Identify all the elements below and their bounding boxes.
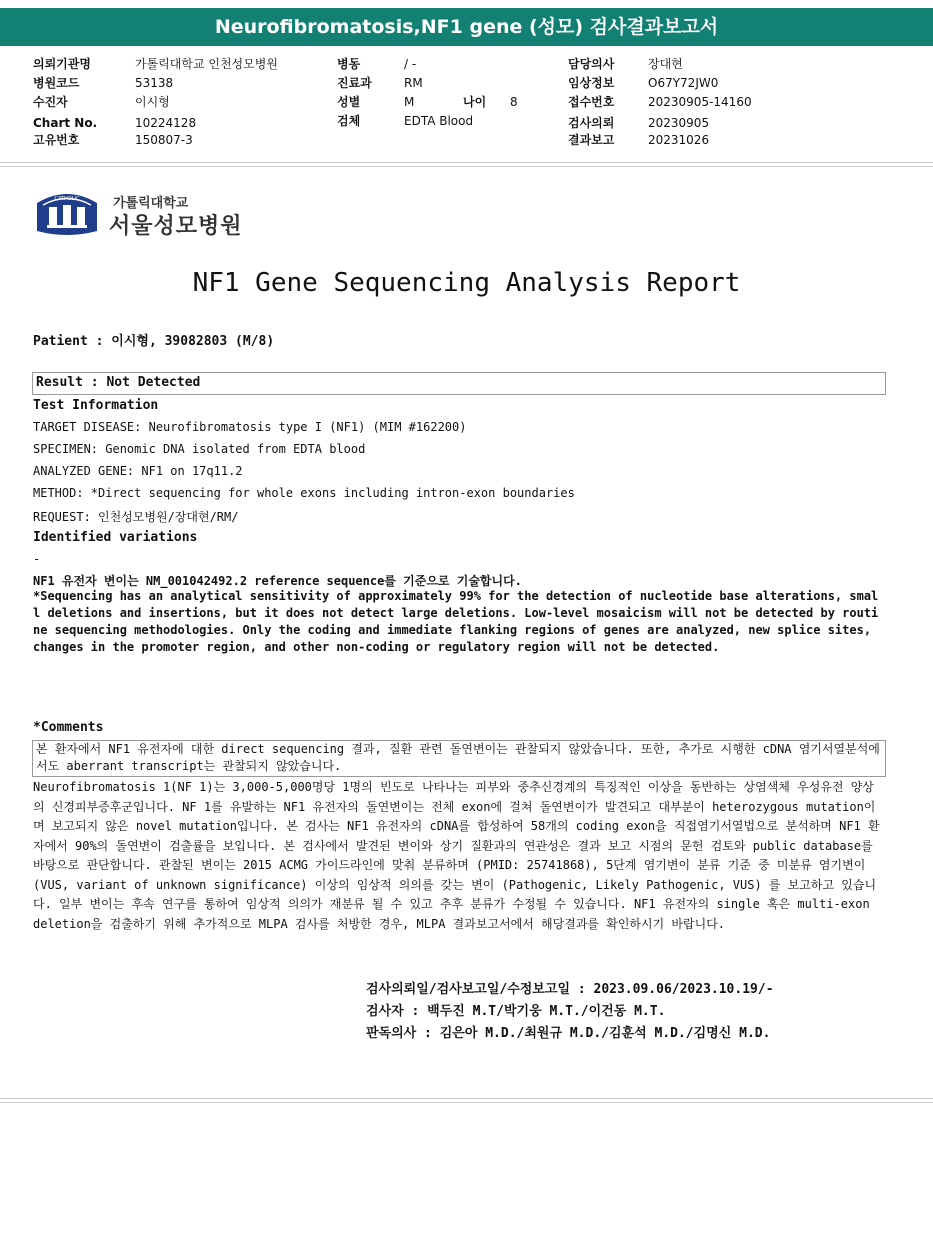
identified-variations-heading: Identified variations bbox=[33, 530, 198, 545]
meta-label-department: 진료과 bbox=[337, 76, 372, 90]
meta-value-sex: M bbox=[404, 95, 415, 109]
comment-box-text: 본 환자에서 NF1 유전자에 대한 direct sequencing 결과, 질환 관련 돌연변이는 관찰되지 않았습니다. 또한, 추가로 시행한 cDNA 염기서열분석에서도 aberrant transcript는 관찰되지 않았습니다. bbox=[36, 742, 880, 773]
meta-label-ward: 병동 bbox=[337, 57, 361, 71]
meta-value-doctor: 장대현 bbox=[648, 57, 683, 71]
meta-label-clinical-info: 임상정보 bbox=[568, 76, 615, 90]
meta-value-report-date: 20231026 bbox=[648, 133, 710, 147]
comments-heading: *Comments bbox=[33, 720, 104, 735]
signature-doctors: 판독의사 : 김은아 M.D./최원규 M.D./김훈석 M.D./김명신 M.D. bbox=[366, 1026, 771, 1041]
meta-label-institution: 의뢰기관명 bbox=[33, 57, 91, 71]
meta-value-ward: / - bbox=[404, 57, 417, 71]
meta-label-doctor: 담당의사 bbox=[568, 57, 615, 71]
hospital-logo bbox=[33, 187, 293, 239]
meta-value-request-date: 20230905 bbox=[648, 116, 710, 130]
meta-value-chart-no: 10224128 bbox=[135, 116, 197, 130]
meta-value-clinical-info: O67Y72JW0 bbox=[648, 76, 719, 90]
result-text: Result : Not Detected bbox=[36, 375, 201, 390]
meta-label-receipt-no: 접수번호 bbox=[568, 95, 615, 109]
sensitivity-note: *Sequencing has an analytical sensitivity of approximately 99% for the detection of nucleotide base alterations, small deletions and insertions, but it does not detect large deletions. Low-level mosaicism will not be detected by routine sequencing methodologies. Only the coding and immediate flanking regions of genes are analyzed, new splice sites, changes in the promoter region, and other non-coding or regulatory region will not be detected. bbox=[33, 589, 879, 654]
meta-value-specimen: EDTA Blood bbox=[404, 114, 474, 128]
logo-hospital-name: 서울성모병원 bbox=[109, 214, 243, 239]
meta-value-receipt-no: 20230905-14160 bbox=[648, 95, 752, 109]
patient-line: Patient : 이시형, 39082803 (M/8) bbox=[33, 334, 275, 349]
meta-value-unique-no: 150807-3 bbox=[135, 133, 193, 147]
meta-value-institution: 가톨릭대학교 인천성모병원 bbox=[135, 57, 278, 71]
meta-label-patient: 수진자 bbox=[33, 95, 68, 109]
meta-label-specimen: 검체 bbox=[337, 114, 361, 128]
meta-label-hospital-code: 병원코드 bbox=[33, 76, 80, 90]
divider bbox=[0, 1098, 933, 1099]
meta-label-request-date: 검사의뢰 bbox=[568, 116, 615, 130]
meta-value-department: RM bbox=[404, 76, 423, 90]
meta-label-age: 나이 bbox=[463, 95, 487, 109]
meta-value-age: 8 bbox=[510, 95, 518, 109]
meta-label-report-date: 결과보고 bbox=[568, 133, 615, 147]
report-header-title: Neurofibromatosis,NF1 gene (성모) 검사결과보고서 bbox=[0, 8, 933, 46]
reference-note: NF1 유전자 변이는 NM_001042492.2 reference sequence를 기준으로 기술합니다. bbox=[33, 574, 522, 588]
specimen-line: SPECIMEN: Genomic DNA isolated from EDTA blood bbox=[33, 442, 366, 456]
divider bbox=[0, 162, 933, 163]
divider bbox=[0, 1102, 933, 1103]
meta-label-unique-no: 고유번호 bbox=[33, 133, 80, 147]
analyzed-gene: ANALYZED GENE: NF1 on 17q11.2 bbox=[33, 464, 243, 478]
signature-dates: 검사의뢰일/검사보고일/수정보고일 : 2023.09.06/2023.10.19/- bbox=[366, 982, 774, 997]
report-title: NF1 Gene Sequencing Analysis Report bbox=[192, 268, 741, 298]
divider bbox=[0, 166, 933, 167]
meta-label-chart-no: Chart No. bbox=[33, 116, 98, 130]
identified-variations-value: - bbox=[33, 552, 41, 566]
method-line: METHOD: *Direct sequencing for whole exons including intron-exon boundaries bbox=[33, 486, 575, 500]
request-line: REQUEST: 인천성모병원/장대현/RM/ bbox=[33, 510, 239, 524]
meta-value-hospital-code: 53138 bbox=[135, 76, 174, 90]
hospital-seal-icon bbox=[33, 187, 101, 237]
report-meta bbox=[0, 55, 933, 155]
logo-university: 가톨릭대학교 bbox=[113, 196, 189, 211]
target-disease: TARGET DISEASE: Neurofibromatosis type I (NF1) (MIM #162200) bbox=[33, 420, 467, 434]
test-info-heading: Test Information bbox=[33, 398, 159, 413]
meta-label-sex: 성별 bbox=[337, 95, 361, 109]
comment-body: Neurofibromatosis 1(NF 1)는 3,000-5,000명당 1명의 빈도로 나타나는 피부와 중추신경계의 특징적인 이상을 동반하는 상염색체 우성유전 양상의 신경피부증후군입니다. NF 1를 유발하는 NF1 유전자의 돌연변이는 전체 exon에 걸쳐 돌연변이가 발견되고 대부분이 heterozygous mutation이며 보고되지 않은 novel mutation입니다. 본 검사는 NF1 유전자의 cDNA를 합성하여 58개의 coding exon을 직접염기서열법으로 분석하며 NF1 환자에서 90%의 돌연변이 검출률을 보입니다. 본 검사에서 발견된 변이와 상기 질환과의 연관성은 결과 보고 시점의 문헌 검토와 public database를 바탕으로 판단합니다. 관찰된 변이는 2015 ACMG 가이드라인에 맞춰 분류하며 (PMID: 25741868), 5단계 염기변이 분류 기준 중 미분류 염기변이 (VUS, variant of unknown significance) 이상의 임상적 의의를 갖는 변이 (Pathogenic, Likely Pathogenic, VUS) 를 보고하고 있습니다. 일부 변이는 후속 연구를 통하여 임상적 의의가 재분류 될 수 있고 추후 분류가 수정될 수 있습니다. NF1 유전자의 single 혹은 multi-exon deletion을 검출하기 위해 추가적으로 MLPA 검사를 처방한 경우, MLPA 결과보고서에서 해당결과를 확인하시기 바랍니다. bbox=[33, 780, 880, 931]
meta-value-patient: 이시형 bbox=[135, 95, 170, 109]
signature-testers: 검사자 : 백두진 M.T/박기웅 M.T./이건동 M.T. bbox=[366, 1004, 666, 1019]
seal-text: CATHOLIC bbox=[54, 196, 80, 202]
